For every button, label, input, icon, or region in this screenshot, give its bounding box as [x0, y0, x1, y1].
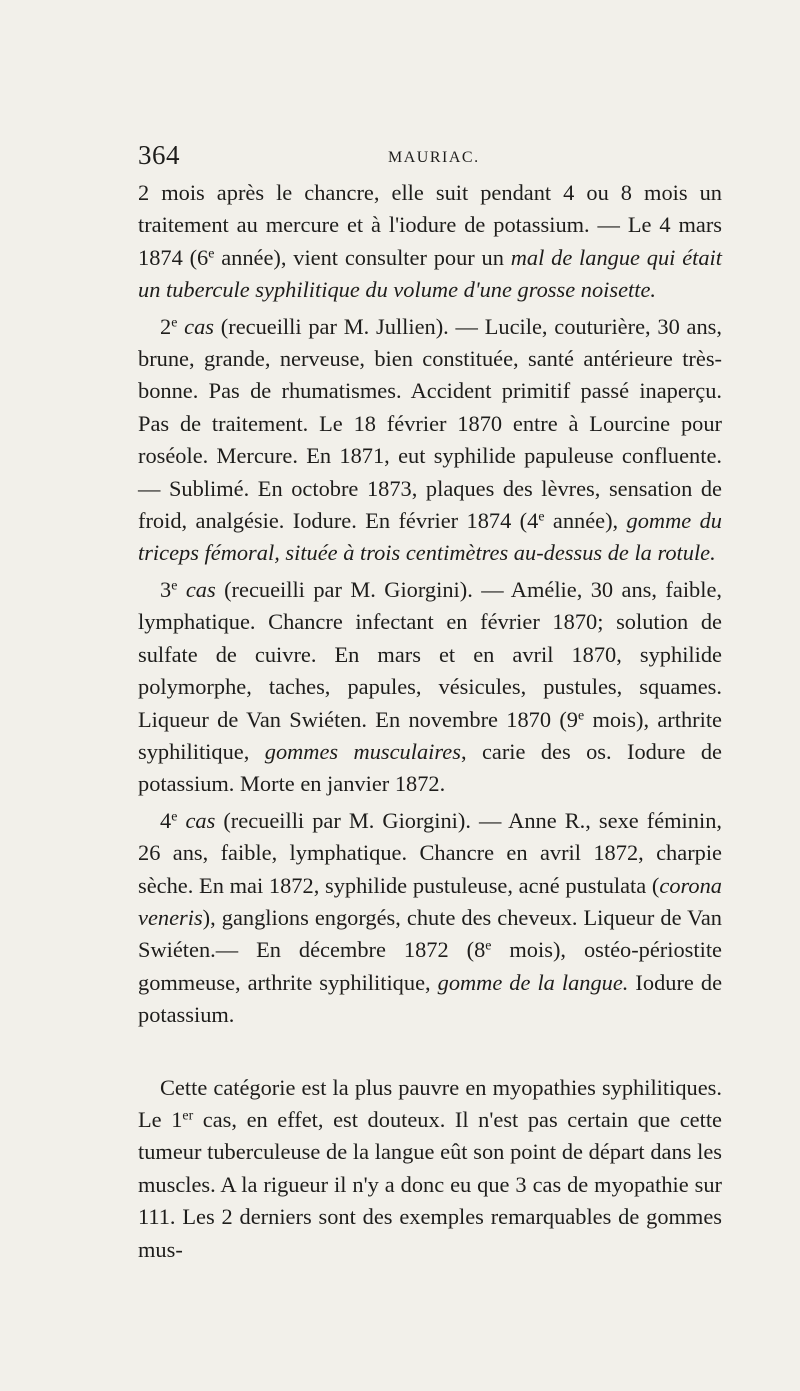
superscript: e — [171, 809, 178, 825]
italic-run: cas — [185, 807, 216, 833]
italic-run: gomme du triceps fémoral, située à trois centimètres au-dessus de la rotule. — [138, 508, 722, 566]
text-run: mois), ostéo-périostite gommeuse, arthrite syphilitique, — [138, 937, 722, 995]
text-run: ), ganglions engorgés, chute des cheveux. Liqueur de Van Swiéten.— En décembre 1872 (8 — [138, 904, 722, 963]
case-3-paragraph — [138, 574, 722, 801]
discussion-paragraph — [138, 1072, 722, 1266]
italic-run: cas — [184, 313, 215, 339]
text-run: année), vient consulter pour un — [214, 244, 511, 270]
running-title: MAURIAC. — [388, 149, 480, 166]
text-run: année), — [544, 508, 627, 534]
superscript: e — [538, 509, 545, 525]
text-run: mois), arthrite syphilitique, — [138, 706, 722, 764]
text-run: (recueilli par M. Giorgini). — Amélie, 30 ans, faible, lymphatique. Chancre infectant en février 1870; solution de sulfate de cuivre. En mars et en avril 1870, syphilide polymorphe, taches, papules, vésicules, pustules, squames. Liqueur de Van Swiéten. En novembre 1870 (9 — [138, 576, 722, 732]
case-4-paragraph — [138, 805, 722, 1032]
superscript: er — [182, 1108, 194, 1124]
italic-run: cas — [185, 576, 216, 602]
text-run: 2 mois après le chancre, elle suit pendant 4 ou 8 mois un traitement au mercure et à l'iodure de potassium. — Le 4 mars 1874 (6 — [138, 180, 722, 270]
text-run: , carie des os. Iodure de potassium. Morte en janvier 1872. — [138, 738, 722, 797]
page-header — [138, 140, 722, 176]
text-run: (recueilli par M. Giorgini). — Anne R., sexe féminin, 26 ans, faible, lymphatique. Chancre en avril 1872, charpie sèche. En mai 1872, syphilide pustuleuse, acné pustulata ( — [138, 807, 722, 898]
italic-run: corona veneris — [138, 872, 722, 930]
text-run: cas, en effet, est douteux. Il n'est pas certain que cette tumeur tuberculeuse de la langue eût son point de départ dans les muscles. A la rigueur il n'y a donc eu que 3 cas de myopathie sur 111. Les 2 derniers sont des exemples remarquables de gommes mus- — [138, 1106, 722, 1262]
text-run: (recueilli par M. Jullien). — Lucile, couturière, 30 ans, brune, grande, nerveuse, bien constituée, santé antérieure très-bonne. Pas de rhumatismes. Accident primitif passé inaperçu. Pas de traitement. Le 18 février 1870 entre à Lourcine pour roséole. Mercure. En 1871, eut syphilide papuleuse confluente. — Sublimé. En octobre 1873, plaques des lèvres, sensation de froid, analgésie. Iodure. En février 1874 (4 — [138, 313, 722, 534]
superscript: e — [578, 707, 585, 723]
case-2-paragraph — [138, 311, 722, 570]
page-number: 364 — [138, 140, 180, 170]
body-text — [138, 177, 722, 1266]
superscript: e — [485, 938, 492, 954]
superscript: e — [171, 578, 178, 594]
superscript: e — [171, 315, 178, 330]
paragraph-continuation — [138, 177, 722, 307]
text-run: Iodure de potassium. — [138, 969, 723, 1028]
italic-run: mal de langue qui était un tubercule syphilitique du volume d'une grosse noisette. — [138, 244, 722, 303]
text-run — [177, 577, 185, 602]
text-run: 2 — [160, 313, 172, 339]
text-run: 4 — [160, 807, 172, 833]
text-run: Cette catégorie est la plus pauvre en myopathies syphilitiques. Le 1 — [138, 1074, 722, 1132]
italic-run: gomme de la langue. — [437, 969, 629, 995]
text-run: 3 — [160, 576, 172, 602]
superscript: e — [208, 246, 215, 262]
italic-run: gommes musculaires — [264, 738, 461, 764]
